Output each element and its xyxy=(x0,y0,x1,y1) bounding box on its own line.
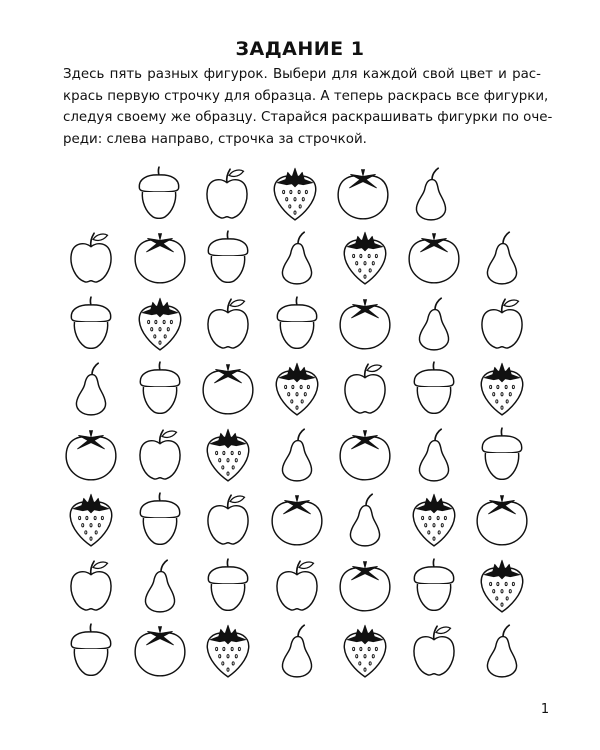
strawberry-icon xyxy=(471,554,533,616)
strawberry-icon xyxy=(403,488,465,550)
instructions-line: реди: слева направо, строчка за строчкой. xyxy=(63,131,367,147)
pear-icon xyxy=(266,423,328,485)
pear-icon xyxy=(334,488,396,550)
strawberry-icon xyxy=(266,357,328,419)
pear-icon xyxy=(266,619,328,681)
acorn-icon xyxy=(60,619,122,681)
apple-icon xyxy=(196,162,258,224)
apple-icon xyxy=(334,357,396,419)
page-number: 1 xyxy=(540,702,550,717)
strawberry-icon xyxy=(197,619,259,681)
strawberry-icon xyxy=(60,488,122,550)
sample-row xyxy=(128,162,463,224)
strawberry-icon xyxy=(264,162,326,224)
acorn-icon xyxy=(128,162,190,224)
tomato-icon xyxy=(334,292,396,354)
pear-icon xyxy=(471,619,533,681)
pear-icon xyxy=(403,292,465,354)
acorn-icon xyxy=(403,357,465,419)
apple-icon xyxy=(197,488,259,550)
pear-icon xyxy=(60,357,122,419)
acorn-icon xyxy=(129,488,191,550)
pear-icon xyxy=(400,162,462,224)
instructions-text xyxy=(63,64,553,150)
strawberry-icon xyxy=(334,619,396,681)
acorn-icon xyxy=(266,292,328,354)
apple-icon xyxy=(266,554,328,616)
tomato-icon xyxy=(197,357,259,419)
strawberry-icon xyxy=(471,357,533,419)
instructions-line: Здесь пять разных фигурок. Выбери для каждой свой цвет и рас- xyxy=(63,67,541,82)
acorn-icon xyxy=(197,226,259,288)
apple-icon xyxy=(403,619,465,681)
tomato-icon xyxy=(403,226,465,288)
pear-icon xyxy=(403,423,465,485)
pear-icon xyxy=(471,226,533,288)
page-title: ЗАДАНИЕ 1 xyxy=(235,38,365,60)
apple-icon xyxy=(129,423,191,485)
tomato-icon xyxy=(471,488,533,550)
apple-icon xyxy=(471,292,533,354)
tomato-icon xyxy=(332,162,394,224)
apple-icon xyxy=(197,292,259,354)
tomato-icon xyxy=(266,488,328,550)
apple-icon xyxy=(60,554,122,616)
instructions-line: крась первую строчку для образца. А теперь раскрась все фигурки, xyxy=(63,88,549,104)
strawberry-icon xyxy=(197,423,259,485)
tomato-icon xyxy=(334,554,396,616)
instructions-line: следуя своему же образцу. Старайся раскрашивать фигурки по оче- xyxy=(63,110,553,125)
acorn-icon xyxy=(129,357,191,419)
apple-icon xyxy=(60,226,122,288)
acorn-icon xyxy=(60,292,122,354)
acorn-icon xyxy=(471,423,533,485)
strawberry-icon xyxy=(129,292,191,354)
acorn-icon xyxy=(197,554,259,616)
tomato-icon xyxy=(129,619,191,681)
acorn-icon xyxy=(403,554,465,616)
pear-icon xyxy=(129,554,191,616)
tomato-icon xyxy=(60,423,122,485)
tomato-icon xyxy=(334,423,396,485)
pear-icon xyxy=(266,226,328,288)
tomato-icon xyxy=(129,226,191,288)
strawberry-icon xyxy=(334,226,396,288)
coloring-grid xyxy=(60,226,540,686)
